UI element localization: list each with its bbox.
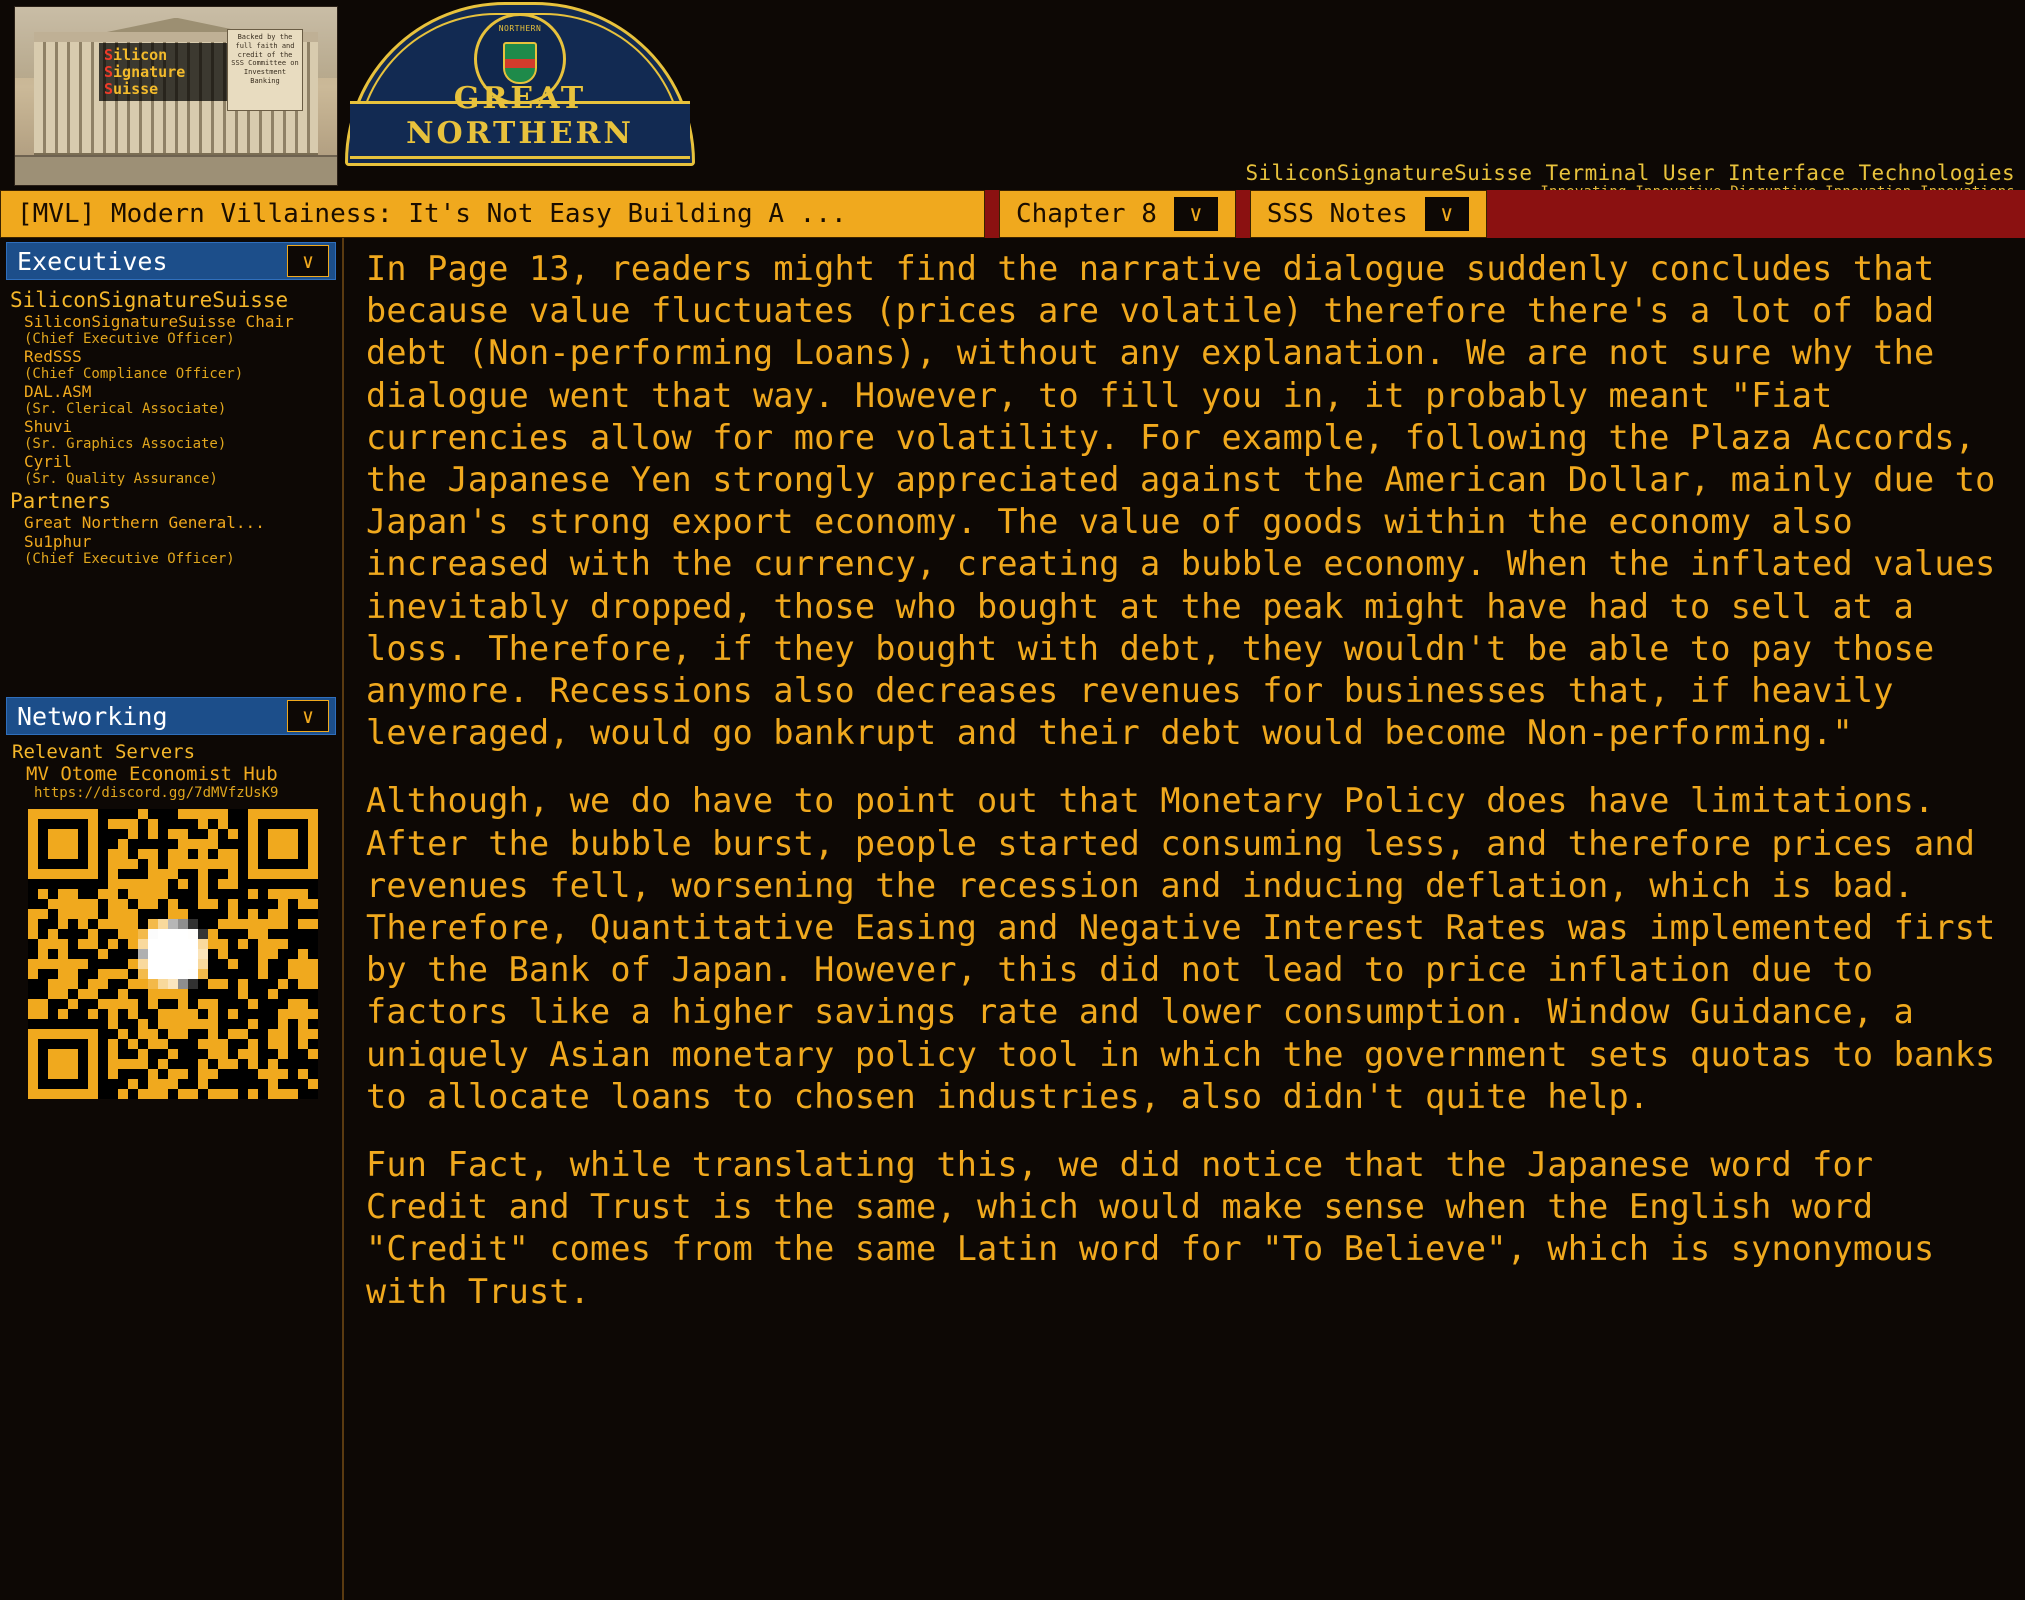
person-name: Su1phur [24,532,92,551]
server-name[interactable]: MV Otome Economist Hub [26,763,278,785]
gn-shield-icon [503,42,537,84]
server-invite-link[interactable]: https://discord.gg/7dMVfzUsK9 [34,785,279,801]
sss-word-silicon: ilicon [113,46,168,64]
person-role: (Chief Executive Officer) [24,551,235,567]
qr-code-canvas [28,809,318,1099]
sss-building-logo [14,6,338,186]
list-item[interactable] [24,452,342,487]
sss-initial-s3: S [104,79,114,98]
header [0,0,2025,190]
sss-word-suisse: uisse [113,79,159,98]
list-item[interactable] [24,347,342,382]
executives-list [0,280,342,567]
chevron-down-icon[interactable]: ∨ [1424,196,1470,232]
tab-chapter[interactable] [999,190,1236,238]
sss-wordmark [99,43,229,101]
building-ground [15,155,337,185]
networking-body [0,735,342,1099]
executives-title: Executives [17,246,168,276]
person-name: Cyril [24,452,73,471]
list-item[interactable] [24,382,342,417]
tab-title[interactable] [0,190,985,238]
sidebar [0,238,344,1600]
chevron-down-icon[interactable]: ∨ [287,700,329,732]
person-role: (Sr. Quality Assurance) [24,471,218,487]
tab-chapter-label: Chapter 8 [1016,199,1157,229]
great-northern-logo [345,2,695,166]
chevron-down-icon[interactable]: ∨ [287,245,329,277]
person-role: (Chief Executive Officer) [24,331,235,347]
sss-initial-s2: S [104,62,114,81]
tui-title: SiliconSignatureSuisse Terminal User Interface Technologies [1245,161,2015,185]
chevron-down-icon[interactable]: ∨ [1173,196,1219,232]
person-name: RedSSS [24,347,82,366]
gn-shield-band [505,59,535,67]
person-name: SiliconSignatureSuisse Chair [24,312,294,331]
sss-word-signature: ignature [113,62,186,81]
org-group-label: Partners [10,489,112,513]
sss-guarantee-card: Backed by the full faith and credit of the SSS Committee on Investment Banking [227,29,303,111]
org-group-label: SiliconSignatureSuisse [10,288,289,312]
person-name: DAL.ASM [24,382,92,401]
qr-code[interactable] [28,809,318,1099]
networking-title: Networking [17,701,168,731]
list-item[interactable] [24,513,342,532]
person-role: (Chief Compliance Officer) [24,366,244,382]
article-content [344,238,2025,1600]
list-item[interactable] [24,312,342,347]
person-role: (Sr. Clerical Associate) [24,401,227,417]
person-name: Shuvi [24,417,73,436]
tab-title-label: [MVL] Modern Villainess: It's Not Easy Building A ... [17,199,847,229]
list-item[interactable] [24,532,342,567]
gn-wordmark: GREAT NORTHERN [406,81,634,151]
main-body [0,238,2025,1600]
relevant-servers-label: Relevant Servers [12,741,196,763]
sss-initial-s1: S [104,46,114,64]
paragraph: Fun Fact, while translating this, we did notice that the Japanese word for Credit and Trust is the same, which would make sense when the English word "Credit" comes from the same Latin word for "To Believe", which is synonymous with Trust. [366,1145,1935,1311]
tab-sss-notes-label: SSS Notes [1266,199,1408,229]
paragraph: Although, we do have to point out that Monetary Policy does have limitations. After the bubble burst, people started consuming less, and therefore prices and revenues fell, worsening the recession and inducing deflation, which is bad. Therefore, Quantitative Easing and Negative Interest Rates was implemented first by the Bank of Japan. However, this did not lead to price inflation due to factors like a higher savings rate and lower consumption. Window Guidance, a uniquely Asian monetary policy tool in which the government sets quotas to banks to allocate loans to chosen industries, also didn't quite help. [366,781,1996,1116]
panel-header-executives[interactable] [6,242,336,280]
paragraph: In Page 13, readers might find the narrative dialogue suddenly concludes that because value fluctuates (prices are volatile) therefore there's a lot of bad debt (Non-performing Loans), without any explanation. We are not sure why the dialogue went that way. However, to fill you in, it probably meant "Fiat currencies allow for more volatility. For example, following the Plaza Accords, the Japanese Yen strongly appreciated against the American Dollar, mainly due to Japan's strong export economy. The value of goods within the economy also increased with the currency, creating a bubble economy. When the inflated values inevitably dropped, those who bought at the peak might have had to sell at a loss. Therefore, if they bought with debt, they wouldn't be able to pay those anymore. Recessions also decreases revenues for businesses that, if heavily leveraged, would go bankrupt and their debt would become Non-performing." [366,249,1996,753]
panel-header-networking[interactable] [6,697,336,735]
tab-bar [0,190,2025,238]
tab-sss-notes[interactable] [1250,190,1487,238]
person-name: Great Northern General... [24,513,265,532]
gn-arch [345,2,695,166]
gn-seal-text: NORTHERN [498,24,542,33]
list-item[interactable] [24,417,342,452]
person-role: (Sr. Graphics Associate) [24,436,227,452]
